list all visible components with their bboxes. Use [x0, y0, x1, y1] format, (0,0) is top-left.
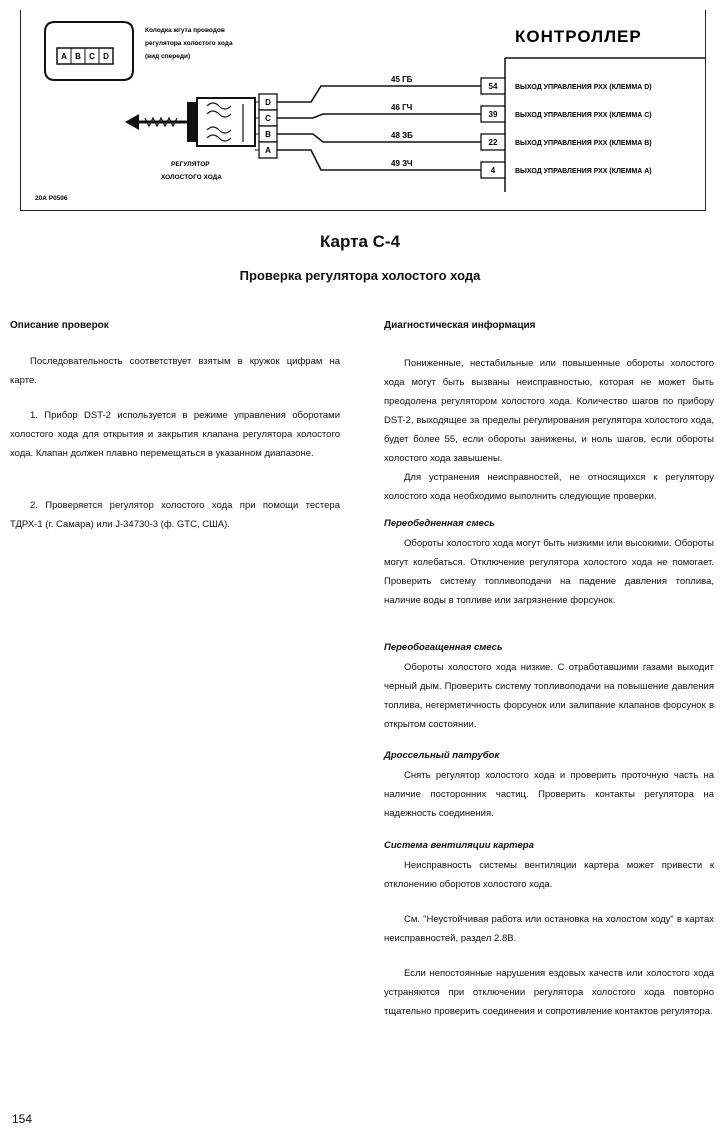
left-paragraph: 1. Прибор DST-2 используется в режиме управления оборотами холостого хода для открытия и закрытия клапана регулятора холостого хода. Клапан должен плавно перемещаться в указанном диапазоне.	[10, 410, 340, 459]
terminal-label: B	[265, 130, 271, 139]
section-heading: Переобедненная смесь	[384, 518, 495, 529]
figure-code: 20А Р0506	[35, 195, 68, 202]
controller-pin: 4	[490, 166, 496, 175]
terminal-label: C	[265, 114, 271, 123]
controller-pin: 39	[488, 110, 498, 119]
right-paragraph: Если непостоянные нарушения ездовых качеств или холостого хода устраняются при отключении регулятора холостого хода повторно тщательно проверить соединения и сопротивление контактов регулятора.	[384, 968, 714, 1017]
controller-pin: 22	[488, 138, 498, 147]
connector-pin: D	[103, 52, 109, 61]
page-number: 154	[12, 1112, 33, 1126]
controller-title: КОНТРОЛЛЕР	[515, 27, 642, 46]
terminal-label: D	[265, 98, 271, 107]
right-paragraph: Неисправность системы вентиляции картера может привести к отклонению оборотов холостого хода.	[384, 860, 714, 890]
regulator-label: РЕГУЛЯТОР	[171, 161, 210, 168]
left-heading: Описание проверок	[10, 320, 109, 331]
output-label: ВЫХОД УПРАВЛЕНИЯ РХХ (КЛЕММА A)	[515, 168, 652, 175]
wire-label: 46 ГЧ	[391, 103, 413, 112]
regulator-label: ХОЛОСТОГО ХОДА	[161, 174, 222, 181]
connector-pin: B	[75, 52, 81, 61]
connector-pin: C	[89, 52, 95, 61]
right-paragraph: Для устранения неисправностей, не относящихся к регулятору холостого хода необходимо выполнить следующие проверки.	[384, 472, 714, 502]
terminal-block	[255, 94, 277, 158]
output-label: ВЫХОД УПРАВЛЕНИЯ РХХ (КЛЕММА B)	[515, 140, 652, 147]
idle-regulator-symbol	[125, 98, 255, 146]
section-heading: Переобогащенная смесь	[384, 642, 503, 653]
connector-caption: регулятора холостого хода	[145, 40, 233, 47]
output-label: ВЫХОД УПРАВЛЕНИЯ РХХ (КЛЕММА D)	[515, 84, 652, 91]
connector-pin: A	[61, 52, 67, 61]
left-paragraph: Последовательность соответствует взятым в кружок цифрам на карте.	[10, 356, 340, 386]
connector-caption: (вид спереди)	[145, 53, 191, 60]
connector-caption: Колодка жгута проводов	[145, 27, 225, 34]
page-title: Карта С-4	[319, 232, 401, 251]
controller-pin: 54	[488, 82, 498, 91]
output-label: ВЫХОД УПРАВЛЕНИЯ РХХ (КЛЕММА C)	[515, 112, 652, 119]
right-paragraph: См. "Неустойчивая работа или остановка на холостом ходу" в картах неисправностей, раздел 2.8В.	[384, 914, 714, 944]
right-heading: Диагностическая информация	[384, 320, 536, 331]
wiring-diagram	[20, 10, 706, 211]
page-subtitle: Проверка регулятора холостого хода	[239, 268, 481, 283]
right-paragraph: Пониженные, нестабильные или повышенные обороты холостого хода могут быть вызваны неисправностью, которая не может быть преодолена регулятором холостого хода. Количество шагов по прибору DST-2, выходящее за пределы регулирования регулятора холостого хода, будет более 55, если обороты занижены, и ноль шагов, если обороты холостого хода завышены.	[384, 358, 714, 464]
right-paragraph: Обороты холостого хода могут быть низкими или высокими. Обороты могут колебаться. Отключение регулятора холостого хода не помогает. Проверить систему топливоподачи на падение давления топлива, наличие воды в топливе или загрязнение форсунок.	[384, 538, 714, 606]
right-paragraph: Снять регулятор холостого хода и проверить проточную часть на наличие посторонних частиц. Проверить контакты регулятора на надежность соединения.	[384, 770, 714, 819]
right-paragraph: Обороты холостого хода низкие. С отработавшими газами выходит черный дым. Проверить систему топливоподачи на повышение давления топлива, негерметичность форсунок или залипание клапанов форсунок в открытом состоянии.	[384, 662, 714, 730]
section-heading: Дроссельный патрубок	[384, 750, 500, 761]
section-heading: Система вентиляции картера	[384, 840, 534, 851]
connector-front-view	[45, 22, 133, 80]
wire-label: 49 ЗЧ	[391, 159, 413, 168]
wires	[277, 86, 481, 170]
wire-label: 48 ЗБ	[391, 131, 413, 140]
wiring-diagram-svg	[21, 10, 705, 210]
terminal-label: A	[265, 146, 271, 155]
wire-label: 45 ГБ	[391, 75, 413, 84]
left-paragraph: 2. Проверяется регулятор холостого хода при помощи тестера ТДРХ-1 (г. Самара) или J-34730-3 (ф. GTC, США).	[10, 500, 340, 530]
